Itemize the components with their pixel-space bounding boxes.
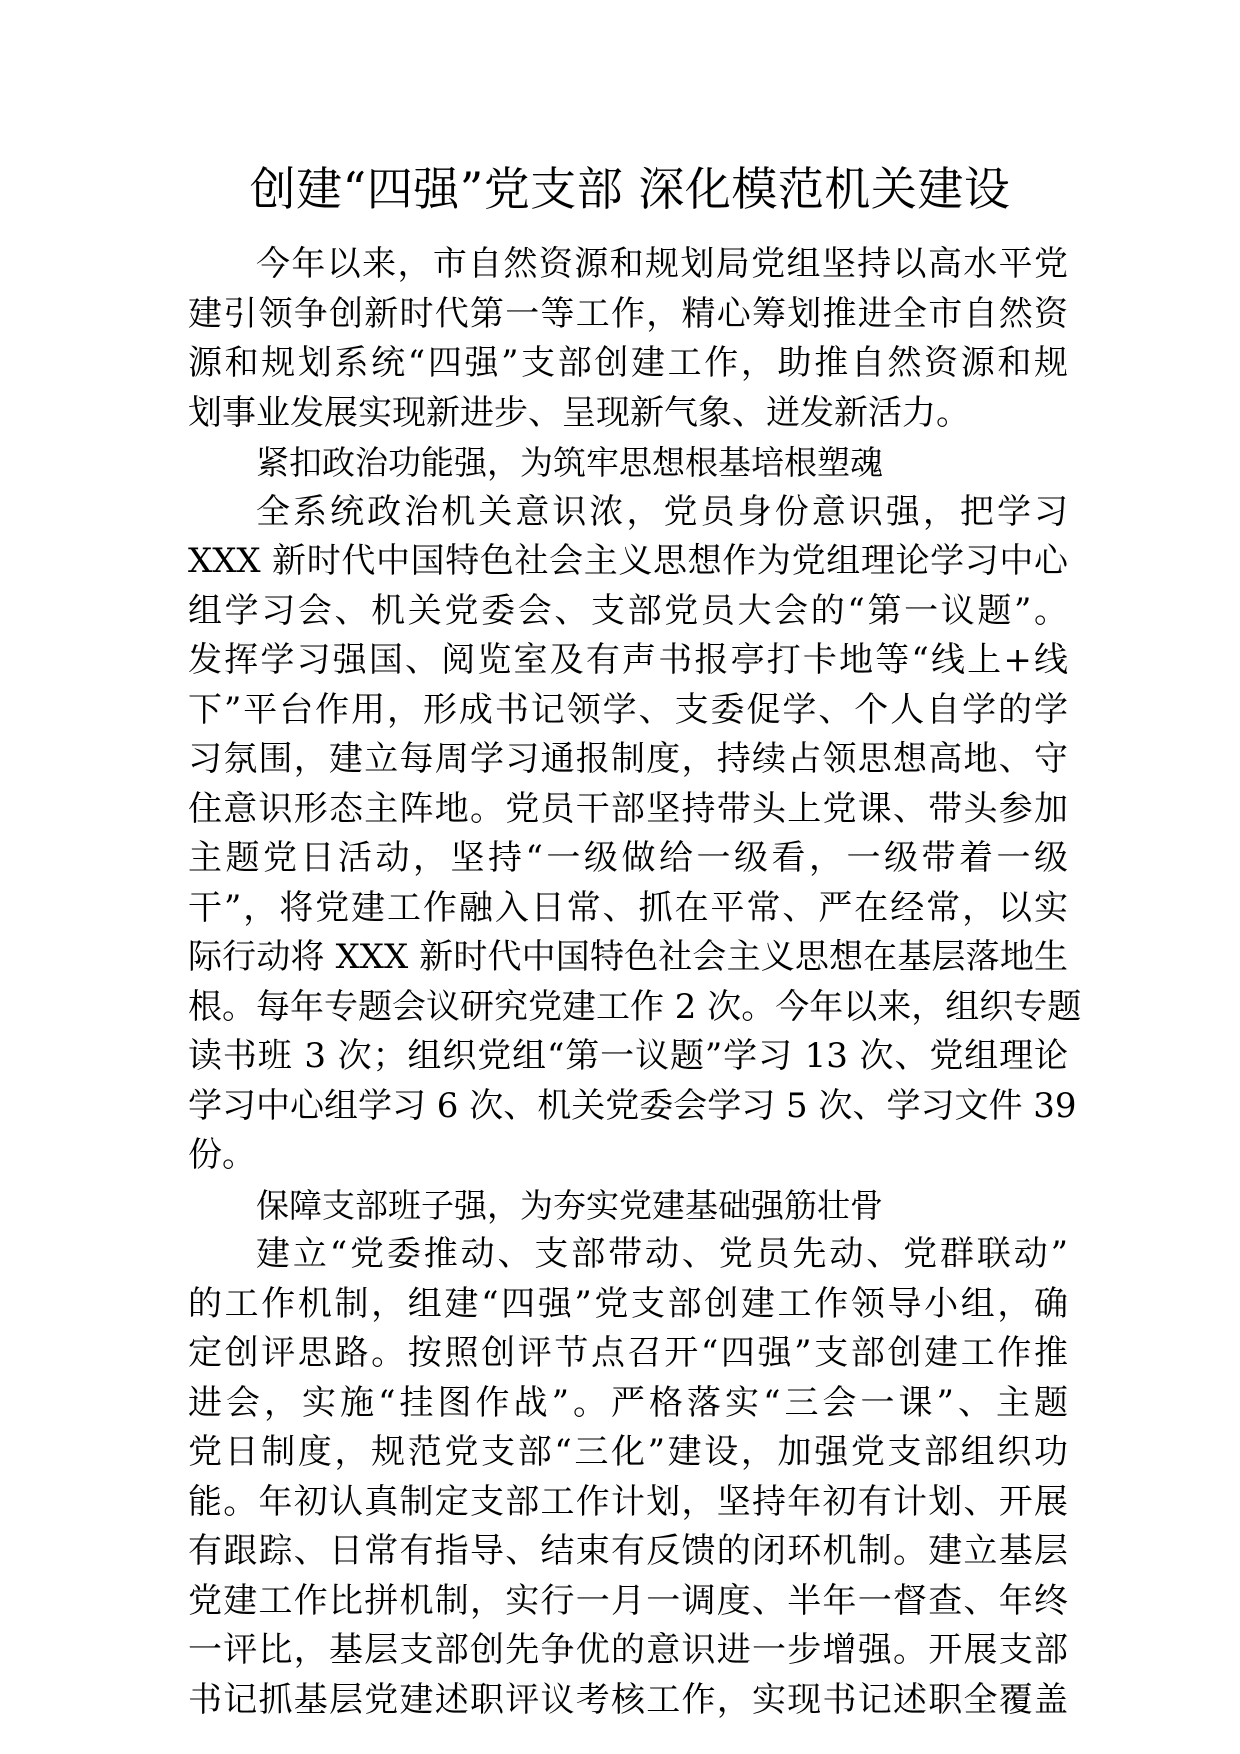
paragraph-line: 建立“党委推动、支部带动、党员先动、党群联动” [256,1234,1068,1274]
paragraph-line: 的工作机制，组建“四强”党支部创建工作领导小组，确 [188,1283,1068,1324]
paragraph-line: 书记抓基层党建述职评议考核工作，实现书记述职全覆盖 [188,1679,1068,1720]
paragraph-line: 能。年初认真制定支部工作计划，坚持年初有计划、开展 [188,1481,1068,1522]
paragraph-line: 干”，将党建工作融入日常、抓在平常、严在经常，以实 [188,887,1068,928]
paragraph-line: 党日制度，规范党支部“三化”建设，加强党支部组织功 [188,1432,1068,1472]
paragraph-line: 下”平台作用，形成书记领学、支委促学、个人自学的学 [188,689,1068,730]
paragraph-line: 源和规划系统“四强”支部创建工作，助推自然资源和规 [188,343,1068,383]
paragraph-line: 定创评思路。按照创评节点召开“四强”支部创建工作推 [188,1333,1068,1373]
paragraph-line: 划事业发展实现新进步、呈现新气象、迸发新活力。 [188,392,970,433]
paragraph-line: XXX 新时代中国特色社会主义思想作为党组理论学习中心 [188,541,1068,581]
paragraph-line: 全系统政治机关意识浓，党员身份意识强，把学习 [256,491,1068,532]
paragraph-line: 际行动将 XXX 新时代中国特色社会主义思想在基层落地生 [188,937,1068,977]
paragraph-line: 读书班 3 次；组织党组“第一议题”学习 13 次、党组理论 [188,1036,1068,1076]
paragraph-line: 住意识形态主阵地。党员干部坚持带头上党课、带头参加 [188,788,1068,829]
paragraph-line: 组学习会、机关党委会、支部党员大会的“第一议题”。 [188,590,1068,631]
paragraph-line: 根。每年专题会议研究党建工作 2 次。今年以来，组织专题 [188,986,1082,1027]
paragraph-line: 主题党日活动，坚持“一级做给一级看，一级带着一级 [188,838,1068,878]
paragraph-line: 发挥学习强国、阅览室及有声书报亭打卡地等“线上+线 [188,640,1068,680]
paragraph-line: 建引领争创新时代第一等工作，精心筹划推进全市自然资 [188,293,1068,334]
section-heading: 保障支部班子强，为夯实党建基础强筋壮骨 [256,1185,883,1225]
paragraph-line: 党建工作比拼机制，实行一月一调度、半年一督查、年终 [188,1580,1068,1621]
section-heading: 紧扣政治功能强，为筑牢思想根基培根塑魂 [256,443,883,482]
paragraph-line: 学习中心组学习 6 次、机关党委会学习 5 次、学习文件 39 [188,1085,1077,1126]
document-title: 创建“四强”党支部 深化模范机关建设 [249,162,1011,216]
paragraph-line: 一评比，基层支部创先争优的意识进一步增强。开展支部 [188,1630,1068,1670]
paragraph-line: 今年以来，市自然资源和规划局党组坚持以高水平党 [256,244,1068,284]
paragraph-line: 进会，实施“挂图作战”。严格落实“三会一课”、主题 [188,1382,1068,1423]
paragraph-line: 习氛围，建立每周学习通报制度，持续占领思想高地、守 [188,739,1068,779]
paragraph-line: 有跟踪、日常有指导、结束有反馈的闭环机制。建立基层 [188,1531,1068,1571]
paragraph-line: 份。 [188,1135,256,1175]
document-body [188,240,1082,1725]
